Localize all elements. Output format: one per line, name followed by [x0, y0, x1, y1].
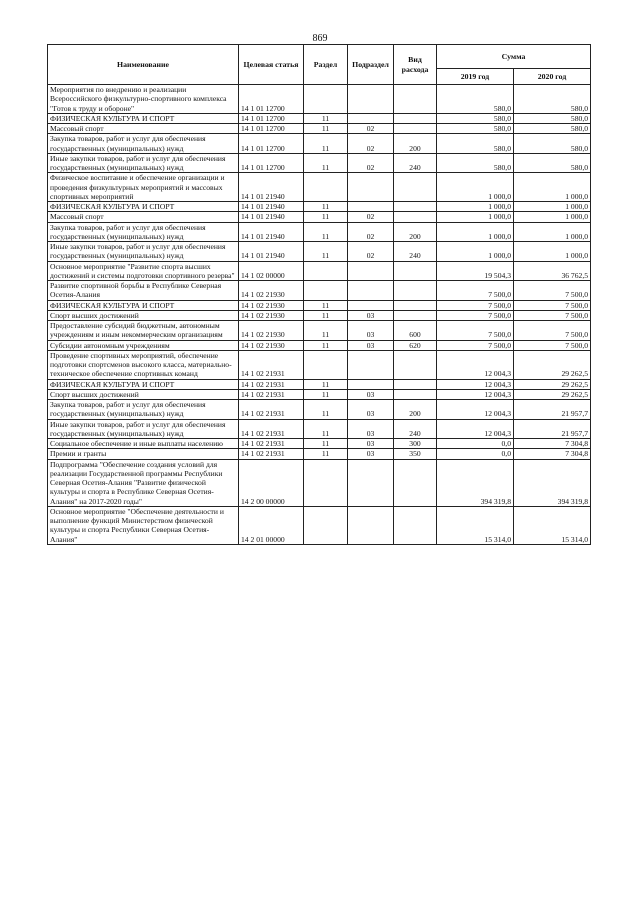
table-row — [48, 222, 591, 242]
row-name: Массовый спорт — [48, 212, 239, 222]
row-amount-2020: 29 262,5 — [514, 379, 591, 389]
header-name: Наименование — [48, 45, 239, 85]
table-row — [48, 113, 591, 123]
row-subsection — [348, 459, 394, 506]
row-target-code: 14 1 02 21931 — [239, 350, 304, 379]
row-expense-type — [394, 300, 437, 310]
row-amount-2019: 580,0 — [437, 153, 514, 173]
table-row — [48, 400, 591, 420]
row-amount-2020: 29 262,5 — [514, 389, 591, 399]
table-row — [48, 321, 591, 341]
row-subsection: 03 — [348, 439, 394, 449]
row-expense-type: 200 — [394, 134, 437, 154]
row-name: Массовый спорт — [48, 124, 239, 134]
row-name: Проведение спортивных мероприятий, обеспечение подготовки спортсменов высокого класса, материально-техническое обеспечение спортивных команд — [48, 350, 239, 379]
header-subsection: Подраздел — [348, 45, 394, 85]
row-expense-type — [394, 281, 437, 301]
row-target-code: 14 1 01 12700 — [239, 153, 304, 173]
row-expense-type — [394, 506, 437, 544]
row-section: 11 — [304, 242, 348, 262]
row-subsection: 03 — [348, 400, 394, 420]
row-target-code: 14 1 01 12700 — [239, 85, 304, 114]
page-number: 869 — [312, 33, 328, 44]
row-target-code: 14 1 01 21940 — [239, 222, 304, 242]
row-subsection: 02 — [348, 153, 394, 173]
table-row — [48, 173, 591, 202]
row-target-code: 14 1 02 21930 — [239, 310, 304, 320]
table-row — [48, 85, 591, 114]
table-row — [48, 212, 591, 222]
row-section: 11 — [304, 340, 348, 350]
row-name: ФИЗИЧЕСКАЯ КУЛЬТУРА И СПОРТ — [48, 113, 239, 123]
row-amount-2020: 1 000,0 — [514, 202, 591, 212]
row-name: ФИЗИЧЕСКАЯ КУЛЬТУРА И СПОРТ — [48, 300, 239, 310]
table-row — [48, 379, 591, 389]
row-name: Подпрограмма "Обеспечение создания условий для реализации Государственной программы Республики Северная Осетия-Алания "Развитие физической культуры и спорта в Республике Северная Осетия-Алания" на 2017-2020 годы" — [48, 459, 239, 506]
row-amount-2019: 580,0 — [437, 134, 514, 154]
row-target-code: 14 1 01 21940 — [239, 173, 304, 202]
row-subsection: 03 — [348, 389, 394, 399]
row-target-code: 14 1 01 12700 — [239, 124, 304, 134]
row-expense-type: 240 — [394, 419, 437, 439]
row-amount-2020: 580,0 — [514, 134, 591, 154]
row-amount-2019: 12 004,3 — [437, 379, 514, 389]
row-expense-type — [394, 459, 437, 506]
row-name: Основное мероприятие "Развитие спорта высших достижений и системы подготовки спортивного резерва" — [48, 261, 239, 281]
row-amount-2020: 7 304,8 — [514, 439, 591, 449]
row-expense-type — [394, 173, 437, 202]
row-target-code: 14 1 01 21940 — [239, 212, 304, 222]
row-amount-2019: 394 319,8 — [437, 459, 514, 506]
row-name: Развитие спортивной борьбы в Республике Северная Осетия-Алания — [48, 281, 239, 301]
row-amount-2019: 1 000,0 — [437, 222, 514, 242]
row-subsection: 02 — [348, 242, 394, 262]
row-target-code: 14 1 02 21931 — [239, 449, 304, 459]
row-target-code: 14 1 01 12700 — [239, 113, 304, 123]
row-amount-2019: 580,0 — [437, 124, 514, 134]
row-name: Иные закупки товаров, работ и услуг для обеспечения государственных (муниципальных) нужд — [48, 419, 239, 439]
row-section: 11 — [304, 379, 348, 389]
row-name: Основное мероприятие "Обеспечение деятельности и выполнение функций Министерством физической культуры и спорта Республики Северная Осетия-Алания" — [48, 506, 239, 544]
row-amount-2019: 12 004,3 — [437, 400, 514, 420]
row-amount-2020: 580,0 — [514, 85, 591, 114]
row-name: Социальное обеспечение и иные выплаты населению — [48, 439, 239, 449]
row-expense-type — [394, 113, 437, 123]
row-amount-2019: 7 500,0 — [437, 300, 514, 310]
row-section: 11 — [304, 419, 348, 439]
row-name: Закупка товаров, работ и услуг для обеспечения государственных (муниципальных) нужд — [48, 134, 239, 154]
row-subsection — [348, 85, 394, 114]
row-amount-2020: 7 500,0 — [514, 340, 591, 350]
row-name: Физическое воспитание и обеспечение организации и проведения физкультурных мероприятий и массовых спортивных мероприятий — [48, 173, 239, 202]
row-target-code: 14 2 00 00000 — [239, 459, 304, 506]
row-section — [304, 281, 348, 301]
row-amount-2019: 1 000,0 — [437, 173, 514, 202]
row-subsection — [348, 350, 394, 379]
row-target-code: 14 1 02 21931 — [239, 419, 304, 439]
row-amount-2019: 12 004,3 — [437, 350, 514, 379]
row-name: Иные закупки товаров, работ и услуг для обеспечения государственных (муниципальных) нужд — [48, 242, 239, 262]
table-row — [48, 506, 591, 544]
row-target-code: 14 1 02 21931 — [239, 389, 304, 399]
row-amount-2020: 7 500,0 — [514, 300, 591, 310]
table-row — [48, 389, 591, 399]
row-subsection: 02 — [348, 222, 394, 242]
row-amount-2019: 7 500,0 — [437, 321, 514, 341]
table-row — [48, 439, 591, 449]
row-amount-2019: 7 500,0 — [437, 340, 514, 350]
row-amount-2019: 1 000,0 — [437, 202, 514, 212]
row-amount-2019: 0,0 — [437, 449, 514, 459]
table-row — [48, 202, 591, 212]
row-target-code: 14 1 01 12700 — [239, 134, 304, 154]
row-amount-2020: 1 000,0 — [514, 222, 591, 242]
row-amount-2020: 7 304,8 — [514, 449, 591, 459]
row-name: Премии и гранты — [48, 449, 239, 459]
row-expense-type: 300 — [394, 439, 437, 449]
row-name: Иные закупки товаров, работ и услуг для обеспечения государственных (муниципальных) нужд — [48, 153, 239, 173]
row-target-code: 14 1 02 21930 — [239, 281, 304, 301]
table-row — [48, 340, 591, 350]
row-subsection: 03 — [348, 310, 394, 320]
row-section — [304, 173, 348, 202]
row-amount-2020: 580,0 — [514, 113, 591, 123]
row-amount-2020: 7 500,0 — [514, 321, 591, 341]
row-subsection — [348, 300, 394, 310]
row-amount-2019: 15 314,0 — [437, 506, 514, 544]
row-amount-2020: 580,0 — [514, 153, 591, 173]
table-row — [48, 134, 591, 154]
row-section: 11 — [304, 300, 348, 310]
row-subsection — [348, 173, 394, 202]
row-subsection: 03 — [348, 449, 394, 459]
header-year-2019: 2019 год — [437, 69, 514, 85]
row-section: 11 — [304, 400, 348, 420]
row-amount-2020: 7 500,0 — [514, 281, 591, 301]
row-target-code: 14 1 02 21930 — [239, 300, 304, 310]
row-subsection: 02 — [348, 134, 394, 154]
row-subsection: 02 — [348, 124, 394, 134]
table-row — [48, 153, 591, 173]
row-expense-type — [394, 124, 437, 134]
row-subsection: 02 — [348, 212, 394, 222]
row-expense-type — [394, 350, 437, 379]
row-section — [304, 261, 348, 281]
row-subsection — [348, 281, 394, 301]
table-row — [48, 300, 591, 310]
row-name: Закупка товаров, работ и услуг для обеспечения государственных (муниципальных) нужд — [48, 222, 239, 242]
row-target-code: 14 1 02 21931 — [239, 379, 304, 389]
row-section — [304, 506, 348, 544]
row-section: 11 — [304, 310, 348, 320]
row-amount-2020: 580,0 — [514, 124, 591, 134]
row-section: 11 — [304, 389, 348, 399]
row-expense-type: 240 — [394, 242, 437, 262]
row-section: 11 — [304, 134, 348, 154]
row-expense-type: 350 — [394, 449, 437, 459]
row-expense-type — [394, 212, 437, 222]
row-expense-type — [394, 379, 437, 389]
header-expense-type: Вид расхода — [394, 45, 437, 85]
row-section: 11 — [304, 113, 348, 123]
row-target-code: 14 1 02 21931 — [239, 400, 304, 420]
row-target-code: 14 1 02 21930 — [239, 321, 304, 341]
row-name: Предоставление субсидий бюджетным, автономным учреждениям и иным некоммерческим организациям — [48, 321, 239, 341]
row-section: 11 — [304, 321, 348, 341]
row-section: 11 — [304, 153, 348, 173]
row-section: 11 — [304, 222, 348, 242]
table-row — [48, 449, 591, 459]
row-amount-2020: 36 762,5 — [514, 261, 591, 281]
row-name: ФИЗИЧЕСКАЯ КУЛЬТУРА И СПОРТ — [48, 379, 239, 389]
table-row — [48, 124, 591, 134]
row-amount-2019: 19 504,3 — [437, 261, 514, 281]
row-subsection — [348, 202, 394, 212]
row-subsection: 03 — [348, 419, 394, 439]
row-target-code: 14 1 02 21931 — [239, 439, 304, 449]
row-target-code: 14 1 01 21940 — [239, 242, 304, 262]
header-amount: Сумма — [437, 45, 591, 69]
table-row — [48, 261, 591, 281]
budget-table — [47, 44, 591, 545]
row-expense-type: 620 — [394, 340, 437, 350]
row-amount-2020: 1 000,0 — [514, 173, 591, 202]
table-row — [48, 419, 591, 439]
header-section: Раздел — [304, 45, 348, 85]
row-expense-type — [394, 85, 437, 114]
row-expense-type — [394, 310, 437, 320]
table-row — [48, 459, 591, 506]
row-amount-2019: 580,0 — [437, 113, 514, 123]
row-amount-2020: 7 500,0 — [514, 310, 591, 320]
row-expense-type: 200 — [394, 400, 437, 420]
row-expense-type — [394, 261, 437, 281]
row-subsection: 03 — [348, 321, 394, 341]
row-target-code: 14 1 02 21930 — [239, 340, 304, 350]
row-expense-type: 600 — [394, 321, 437, 341]
header-year-2020: 2020 год — [514, 69, 591, 85]
row-name: ФИЗИЧЕСКАЯ КУЛЬТУРА И СПОРТ — [48, 202, 239, 212]
table-row — [48, 281, 591, 301]
row-amount-2020: 394 319,8 — [514, 459, 591, 506]
row-amount-2020: 1 000,0 — [514, 212, 591, 222]
row-subsection — [348, 506, 394, 544]
row-name: Субсидии автономным учреждениям — [48, 340, 239, 350]
row-expense-type: 200 — [394, 222, 437, 242]
row-name: Спорт высших достижений — [48, 310, 239, 320]
row-section: 11 — [304, 202, 348, 212]
row-amount-2020: 21 957,7 — [514, 400, 591, 420]
row-amount-2020: 21 957,7 — [514, 419, 591, 439]
table-row — [48, 310, 591, 320]
row-amount-2019: 580,0 — [437, 85, 514, 114]
row-name: Спорт высших достижений — [48, 389, 239, 399]
row-amount-2019: 0,0 — [437, 439, 514, 449]
row-amount-2019: 1 000,0 — [437, 212, 514, 222]
table-row — [48, 242, 591, 262]
row-amount-2020: 1 000,0 — [514, 242, 591, 262]
row-name: Мероприятия по внедрению и реализации Всероссийского физкультурно-спортивного комплекса "Готов к труду и обороне" — [48, 85, 239, 114]
row-section — [304, 350, 348, 379]
row-target-code: 14 1 01 21940 — [239, 202, 304, 212]
row-amount-2019: 7 500,0 — [437, 310, 514, 320]
row-name: Закупка товаров, работ и услуг для обеспечения государственных (муниципальных) нужд — [48, 400, 239, 420]
row-amount-2019: 7 500,0 — [437, 281, 514, 301]
row-subsection — [348, 379, 394, 389]
row-section — [304, 85, 348, 114]
row-expense-type — [394, 202, 437, 212]
row-amount-2019: 12 004,3 — [437, 419, 514, 439]
row-amount-2020: 29 262,5 — [514, 350, 591, 379]
header-target-article: Целевая статья — [239, 45, 304, 85]
row-amount-2019: 1 000,0 — [437, 242, 514, 262]
row-target-code: 14 2 01 00000 — [239, 506, 304, 544]
row-expense-type: 240 — [394, 153, 437, 173]
row-amount-2019: 12 004,3 — [437, 389, 514, 399]
table-row — [48, 350, 591, 379]
row-subsection — [348, 113, 394, 123]
row-section: 11 — [304, 439, 348, 449]
row-expense-type — [394, 389, 437, 399]
row-section: 11 — [304, 124, 348, 134]
row-target-code: 14 1 02 00000 — [239, 261, 304, 281]
row-amount-2020: 15 314,0 — [514, 506, 591, 544]
row-subsection — [348, 261, 394, 281]
row-subsection: 03 — [348, 340, 394, 350]
row-section: 11 — [304, 212, 348, 222]
row-section — [304, 459, 348, 506]
row-section: 11 — [304, 449, 348, 459]
